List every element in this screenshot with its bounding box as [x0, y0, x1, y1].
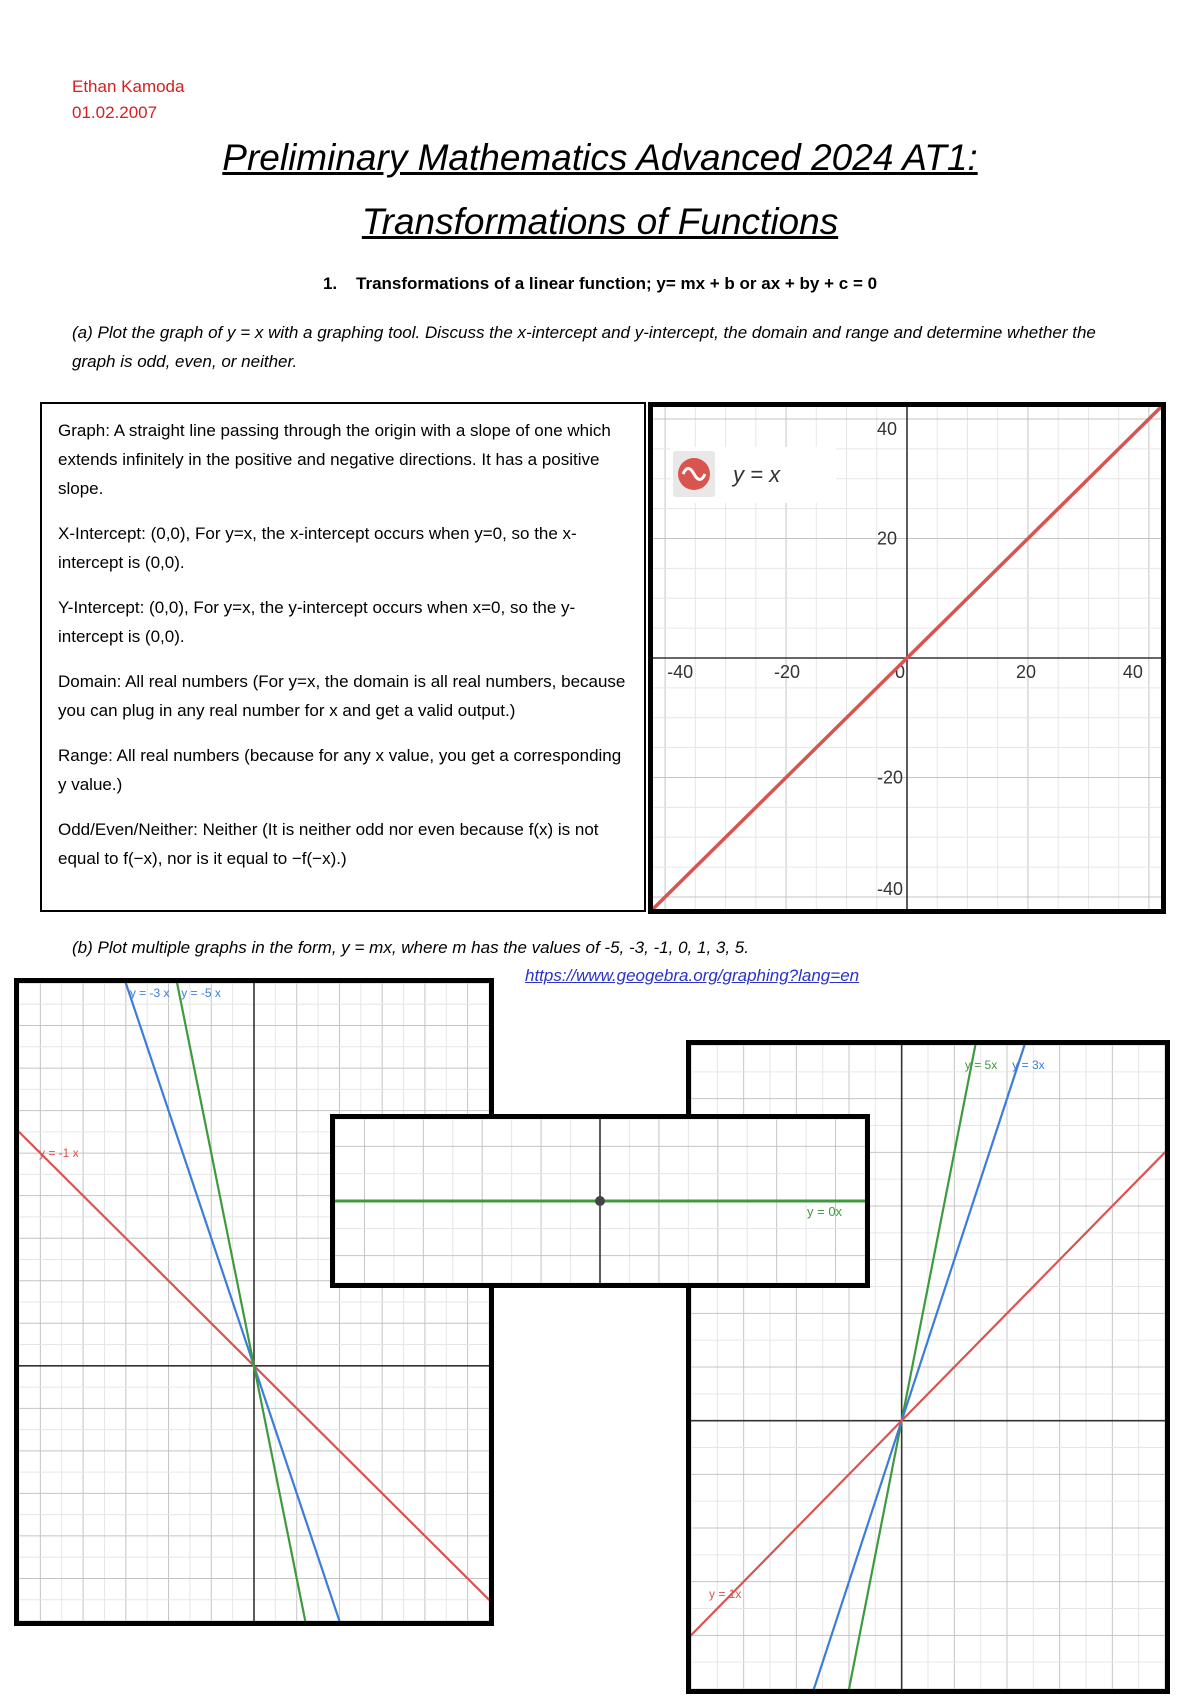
- x-tick-label: 20: [1015, 662, 1036, 682]
- answer-x-intercept: X-Intercept: (0,0), For y=x, the x-intercept occurs when y=0, so the x-intercept is (0,0).: [58, 524, 577, 572]
- y-tick-label: 20: [877, 528, 898, 549]
- x-tick-label: 40: [1122, 662, 1143, 682]
- graph-zero-slope-svg: [335, 1119, 865, 1283]
- graph-zero-slope: [330, 1114, 870, 1288]
- series-label: y = 5x: [964, 1058, 998, 1072]
- author-name: Ethan Kamoda: [72, 77, 185, 96]
- answer-odd-even: Odd/Even/Neither: Neither (It is neither odd nor even because f(x) is not equal to f(−x), nor is it equal to −f(−x).): [58, 820, 599, 868]
- series-label: y = -5 x: [181, 986, 221, 1000]
- x-tick-label: -40: [667, 662, 694, 682]
- series-label: y = 1x: [709, 1586, 742, 1601]
- page-title-line2: Transformations of Functions: [361, 201, 839, 242]
- question1b-prompt: (b) Plot multiple graphs in the form, y = mx, where m has the values of -5, -3, -1, 0, 1, 3, 5.: [72, 938, 749, 957]
- answer-y-intercept: Y-Intercept: (0,0), For y=x, the y-intercept occurs when x=0, so the y-intercept is (0,0).: [58, 598, 576, 646]
- series-label: y = -3 x: [129, 986, 170, 1000]
- answer-box: [40, 402, 646, 912]
- answer-range: Range: All real numbers (because for any x value, you get a corresponding y value.): [58, 746, 622, 794]
- x-tick-label: -20: [774, 662, 801, 682]
- question1a-prompt: (a) Plot the graph of y = x with a graphing tool. Discuss the x-intercept and y-intercept, the domain and range and determine whether the graph is odd, even, or neither.: [72, 323, 1096, 371]
- answer-graph: Graph: A straight line passing through the origin with a slope of one which extends infinitely in the positive and negative directions. It has a positive slope.: [58, 421, 611, 498]
- series-label: y = -1 x: [39, 1146, 79, 1161]
- origin-point: [595, 1196, 605, 1206]
- graph-negative-slopes: [14, 978, 494, 1626]
- series-label: y = 3x: [1012, 1058, 1045, 1072]
- graph-y-equals-x-svg: [653, 407, 1161, 909]
- graph-y-equals-x: [648, 402, 1166, 914]
- page-title-line1: Preliminary Mathematics Advanced 2024 AT1:: [222, 137, 978, 178]
- question1-heading: 1. Transformations of a linear function; y= mx + b or ax + by + c = 0: [322, 274, 878, 293]
- series-label: y = 0x: [807, 1204, 843, 1219]
- y-tick-label: -20: [877, 767, 904, 788]
- graph-negative-slopes-svg: [19, 983, 489, 1621]
- y-tick-label: 40: [877, 418, 898, 439]
- x-tick-label: 0: [895, 662, 906, 682]
- author-block: [72, 74, 184, 126]
- legend-label: y = x: [733, 462, 781, 487]
- geogebra-link[interactable]: https://www.geogebra.org/graphing?lang=en: [525, 966, 860, 985]
- y-tick-label: -40: [877, 879, 904, 900]
- answer-domain: Domain: All real numbers (For y=x, the domain is all real numbers, because you can plug in any real number for x and get a valid output.): [58, 672, 626, 720]
- author-date: 01.02.2007: [72, 103, 158, 122]
